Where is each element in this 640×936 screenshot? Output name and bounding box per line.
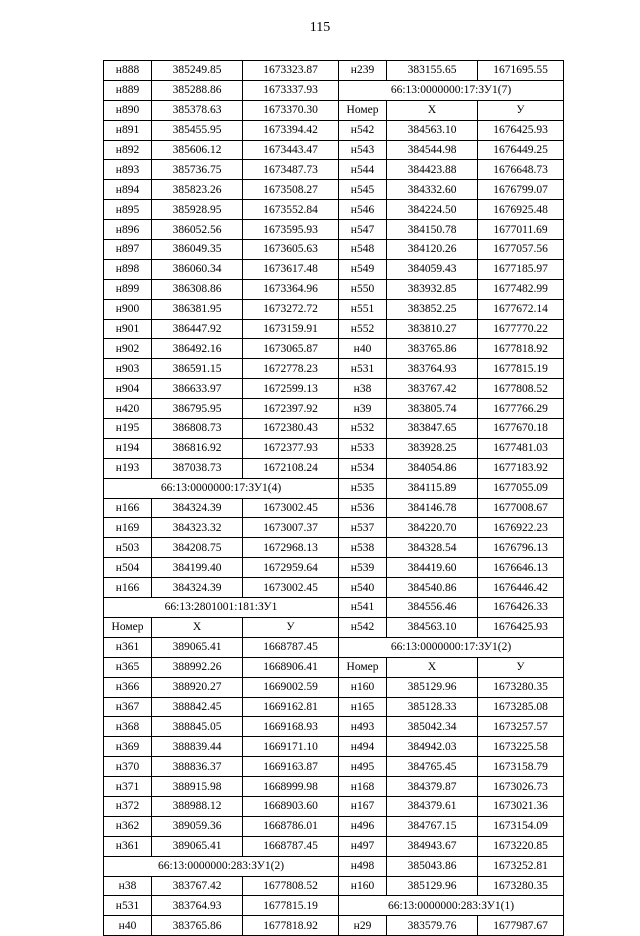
table-cell: н365 [104, 657, 152, 677]
table-cell: н551 [339, 299, 387, 319]
table-cell: 384767.15 [387, 816, 478, 836]
table-cell: 1673605.63 [243, 240, 339, 260]
table-cell: 1673002.45 [243, 578, 339, 598]
table-cell: 1677185.97 [478, 259, 564, 279]
table-cell: 383765.86 [152, 916, 243, 936]
table-cell: 1673552.84 [243, 200, 339, 220]
table-row [104, 299, 564, 319]
table-cell: н535 [339, 478, 387, 498]
table-cell: 384324.39 [152, 498, 243, 518]
table-cell: 383852.25 [387, 299, 478, 319]
table-cell: 384544.98 [387, 140, 478, 160]
table-cell: 1673394.42 [243, 120, 339, 140]
table-cell: н545 [339, 180, 387, 200]
table-cell: н362 [104, 816, 152, 836]
table-cell: 386808.73 [152, 419, 243, 439]
table-row [104, 279, 564, 299]
table-cell: 1669002.59 [243, 677, 339, 697]
table-cell: У [478, 100, 564, 120]
table-cell: X [152, 617, 243, 637]
table-cell: 386049.35 [152, 240, 243, 260]
table-cell: н542 [339, 120, 387, 140]
table-cell: X [387, 657, 478, 677]
table-cell: 1676925.48 [478, 200, 564, 220]
table-cell: 388992.26 [152, 657, 243, 677]
table-row [104, 916, 564, 936]
table-cell: 388988.12 [152, 796, 243, 816]
table-row [104, 876, 564, 896]
table-row [104, 140, 564, 160]
table-cell: 385043.86 [387, 856, 478, 876]
table-cell: н550 [339, 279, 387, 299]
table-cell: 1677057.56 [478, 240, 564, 260]
table-cell: н366 [104, 677, 152, 697]
table-cell: 385042.34 [387, 717, 478, 737]
table-cell: н504 [104, 558, 152, 578]
table-cell: 1673280.35 [478, 876, 564, 896]
table-cell: н195 [104, 419, 152, 439]
table-cell: н371 [104, 777, 152, 797]
table-cell: 1677818.92 [478, 339, 564, 359]
section-header-cell: 66:13:0000000:17:ЗУ1(4) [104, 478, 339, 498]
table-cell: н531 [104, 896, 152, 916]
table-cell: 1677766.29 [478, 399, 564, 419]
table-cell: 385129.96 [387, 677, 478, 697]
table-cell: 1673007.37 [243, 518, 339, 538]
table-cell: 1668999.98 [243, 777, 339, 797]
table-cell: 1676796.13 [478, 538, 564, 558]
table-cell: н372 [104, 796, 152, 816]
table-cell: 1672108.24 [243, 458, 339, 478]
table-cell: н496 [339, 816, 387, 836]
table-cell: 384943.67 [387, 836, 478, 856]
table-row [104, 598, 564, 618]
table-cell: н38 [104, 876, 152, 896]
table-row [104, 399, 564, 419]
table-cell: 386795.95 [152, 399, 243, 419]
table-cell: 388920.27 [152, 677, 243, 697]
table-row [104, 180, 564, 200]
table-cell: 1673252.81 [478, 856, 564, 876]
table-cell: 385288.86 [152, 80, 243, 100]
table-cell: 383155.65 [387, 61, 478, 81]
table-row [104, 220, 564, 240]
table-cell: 1673272.72 [243, 299, 339, 319]
table-cell: 384220.70 [387, 518, 478, 538]
table-cell: 1673370.30 [243, 100, 339, 120]
table-cell: 384332.60 [387, 180, 478, 200]
table-cell: 385823.26 [152, 180, 243, 200]
table-cell: 1672377.93 [243, 438, 339, 458]
table-row [104, 61, 564, 81]
table-cell: 1672778.23 [243, 359, 339, 379]
table-row [104, 160, 564, 180]
table-cell: 1673617.48 [243, 259, 339, 279]
table-cell: н544 [339, 160, 387, 180]
table-cell: 389065.41 [152, 637, 243, 657]
table-cell: 384556.46 [387, 598, 478, 618]
table-cell: 1677183.92 [478, 458, 564, 478]
table-cell: 1677011.69 [478, 220, 564, 240]
table-cell: 1677008.67 [478, 498, 564, 518]
table-cell: 386381.95 [152, 299, 243, 319]
table-cell: н40 [339, 339, 387, 359]
table-cell: н902 [104, 339, 152, 359]
table-cell: 386633.97 [152, 379, 243, 399]
table-cell: Номер [339, 100, 387, 120]
table-cell: н193 [104, 458, 152, 478]
table-cell: н898 [104, 259, 152, 279]
table-cell: н239 [339, 61, 387, 81]
table-cell: 1676425.93 [478, 617, 564, 637]
table-cell: 1676648.73 [478, 160, 564, 180]
table-cell: н546 [339, 200, 387, 220]
table-cell: н367 [104, 697, 152, 717]
table-cell: н899 [104, 279, 152, 299]
page-number: 115 [309, 20, 331, 35]
table-cell: 384423.88 [387, 160, 478, 180]
table-cell: 384199.40 [152, 558, 243, 578]
table-cell: 1677808.52 [243, 876, 339, 896]
table-cell: н900 [104, 299, 152, 319]
table-cell: 388915.98 [152, 777, 243, 797]
table-cell: 383764.93 [387, 359, 478, 379]
table-row [104, 757, 564, 777]
table-cell: 384150.78 [387, 220, 478, 240]
table-cell: 1677815.19 [478, 359, 564, 379]
table-cell: 386447.92 [152, 319, 243, 339]
table-cell: 1673337.93 [243, 80, 339, 100]
table-cell: 1676922.23 [478, 518, 564, 538]
table-cell: н38 [339, 379, 387, 399]
table-row [104, 856, 564, 876]
table-row [104, 737, 564, 757]
table-cell: 389065.41 [152, 836, 243, 856]
table-row [104, 438, 564, 458]
table-cell: н549 [339, 259, 387, 279]
table-cell: н891 [104, 120, 152, 140]
section-header-cell: 66:13:0000000:17:ЗУ1(2) [339, 637, 564, 657]
table-cell: 1673443.47 [243, 140, 339, 160]
table-cell: н160 [339, 876, 387, 896]
table-cell: н503 [104, 538, 152, 558]
table-cell: 387038.73 [152, 458, 243, 478]
table-cell: 1673280.35 [478, 677, 564, 697]
table-cell: 384120.26 [387, 240, 478, 260]
table-cell: н552 [339, 319, 387, 339]
table-cell: н420 [104, 399, 152, 419]
table-row [104, 637, 564, 657]
table-cell: н160 [339, 677, 387, 697]
table-cell: 1673508.27 [243, 180, 339, 200]
table-cell: 385606.12 [152, 140, 243, 160]
table-cell: н498 [339, 856, 387, 876]
table-cell: 388839.44 [152, 737, 243, 757]
table-cell: н897 [104, 240, 152, 260]
table-cell: 1677055.09 [478, 478, 564, 498]
table-cell: 388836.37 [152, 757, 243, 777]
table-row [104, 558, 564, 578]
table-cell: Номер [104, 617, 152, 637]
table-cell: 1677770.22 [478, 319, 564, 339]
table-cell: 384563.10 [387, 617, 478, 637]
table-cell: 384059.43 [387, 259, 478, 279]
table-cell: н901 [104, 319, 152, 339]
table-cell: 383764.93 [152, 896, 243, 916]
table-cell: 386308.86 [152, 279, 243, 299]
table-row [104, 498, 564, 518]
table-row [104, 100, 564, 120]
table-cell: н495 [339, 757, 387, 777]
table-row [104, 359, 564, 379]
table-cell: н167 [339, 796, 387, 816]
table-row [104, 617, 564, 637]
table-row [104, 717, 564, 737]
table-cell: н896 [104, 220, 152, 240]
table-cell: 1669162.81 [243, 697, 339, 717]
table-cell: 383847.65 [387, 419, 478, 439]
table-cell: 1672599.13 [243, 379, 339, 399]
table-cell: У [243, 617, 339, 637]
table-cell: н540 [339, 578, 387, 598]
table-cell: 385128.33 [387, 697, 478, 717]
table-cell: н903 [104, 359, 152, 379]
table-row [104, 836, 564, 856]
table-cell: н537 [339, 518, 387, 538]
table-cell: н165 [339, 697, 387, 717]
table-cell: н548 [339, 240, 387, 260]
table-cell: 1676426.33 [478, 598, 564, 618]
table-row [104, 816, 564, 836]
table-row [104, 657, 564, 677]
table-cell: 1673364.96 [243, 279, 339, 299]
table-cell: 386052.56 [152, 220, 243, 240]
table-cell: 1676425.93 [478, 120, 564, 140]
table-cell: 1672959.64 [243, 558, 339, 578]
table-cell: 383928.25 [387, 438, 478, 458]
table-cell: 388842.45 [152, 697, 243, 717]
table-cell: У [478, 657, 564, 677]
table-row [104, 200, 564, 220]
table-cell: 385249.85 [152, 61, 243, 81]
section-header-cell: 66:13:0000000:283:ЗУ1(2) [104, 856, 339, 876]
table-row [104, 339, 564, 359]
table-cell: 1673026.73 [478, 777, 564, 797]
table-cell: 1673257.57 [478, 717, 564, 737]
table-cell: 1673487.73 [243, 160, 339, 180]
table-cell: н166 [104, 578, 152, 598]
table-cell: 1676446.42 [478, 578, 564, 598]
table-cell: н166 [104, 498, 152, 518]
coordinates-table [103, 60, 564, 936]
table-cell: 384765.45 [387, 757, 478, 777]
table-cell: 1673323.87 [243, 61, 339, 81]
table-cell: н542 [339, 617, 387, 637]
table-cell: 1672397.92 [243, 399, 339, 419]
table-cell: 1668906.41 [243, 657, 339, 677]
table-cell: н361 [104, 637, 152, 657]
table-row [104, 777, 564, 797]
table-cell: 1669163.87 [243, 757, 339, 777]
table-cell: 1673065.87 [243, 339, 339, 359]
table-row [104, 677, 564, 697]
table-cell: 1673285.08 [478, 697, 564, 717]
table-cell: н539 [339, 558, 387, 578]
table-row [104, 419, 564, 439]
table-cell: н895 [104, 200, 152, 220]
table-cell: 384419.60 [387, 558, 478, 578]
table-row [104, 896, 564, 916]
table-cell: н494 [339, 737, 387, 757]
table-cell: н890 [104, 100, 152, 120]
table-cell: н893 [104, 160, 152, 180]
table-cell: 1677987.67 [478, 916, 564, 936]
table-cell: 1676799.07 [478, 180, 564, 200]
table-cell: 1669171.10 [243, 737, 339, 757]
table-cell: 386492.16 [152, 339, 243, 359]
table-cell: 385129.96 [387, 876, 478, 896]
table-cell: 1677670.18 [478, 419, 564, 439]
table-cell: 1677815.19 [243, 896, 339, 916]
table-cell: н534 [339, 458, 387, 478]
table-cell: 1677481.03 [478, 438, 564, 458]
table-cell: 1673002.45 [243, 498, 339, 518]
table-cell: н168 [339, 777, 387, 797]
table-cell: 1672968.13 [243, 538, 339, 558]
table-cell: н361 [104, 836, 152, 856]
table-cell: 383932.85 [387, 279, 478, 299]
table-row [104, 478, 564, 498]
table-cell: 384942.03 [387, 737, 478, 757]
table-row [104, 518, 564, 538]
table-cell: н541 [339, 598, 387, 618]
table-cell: 386060.34 [152, 259, 243, 279]
table-cell: Номер [339, 657, 387, 677]
table-cell: 384563.10 [387, 120, 478, 140]
coordinates-table-body [104, 61, 564, 936]
table-cell: 1669168.93 [243, 717, 339, 737]
table-cell: 1673595.93 [243, 220, 339, 240]
table-row [104, 259, 564, 279]
table-cell: н497 [339, 836, 387, 856]
table-cell: 1673154.09 [478, 816, 564, 836]
table-cell: н493 [339, 717, 387, 737]
table-cell: н543 [339, 140, 387, 160]
table-cell: н40 [104, 916, 152, 936]
table-cell: н536 [339, 498, 387, 518]
table-cell: 1677818.92 [243, 916, 339, 936]
section-header-cell: 66:13:0000000:17:ЗУ1(7) [339, 80, 564, 100]
table-cell: 384379.87 [387, 777, 478, 797]
table-cell: 1668786.01 [243, 816, 339, 836]
table-cell: 384379.61 [387, 796, 478, 816]
table-cell: 383767.42 [387, 379, 478, 399]
table-cell: 388845.05 [152, 717, 243, 737]
table-cell: 384146.78 [387, 498, 478, 518]
table-cell: 384323.32 [152, 518, 243, 538]
table-cell: 1668903.60 [243, 796, 339, 816]
table-cell: X [387, 100, 478, 120]
table-cell: н904 [104, 379, 152, 399]
table-cell: н894 [104, 180, 152, 200]
table-cell: н39 [339, 399, 387, 419]
table-cell: 383579.76 [387, 916, 478, 936]
table-cell: 385455.95 [152, 120, 243, 140]
table-row [104, 240, 564, 260]
table-cell: 1668787.45 [243, 637, 339, 657]
table-cell: н370 [104, 757, 152, 777]
table-cell: н892 [104, 140, 152, 160]
table-cell: 385928.95 [152, 200, 243, 220]
table-cell: н29 [339, 916, 387, 936]
table-cell: н888 [104, 61, 152, 81]
table-cell: 1677672.14 [478, 299, 564, 319]
table-row [104, 80, 564, 100]
table-cell: н194 [104, 438, 152, 458]
table-row [104, 578, 564, 598]
table-cell: 385378.63 [152, 100, 243, 120]
table-row [104, 120, 564, 140]
table-cell: 384115.89 [387, 478, 478, 498]
table-cell: н368 [104, 717, 152, 737]
table-cell: 1673021.36 [478, 796, 564, 816]
table-cell: 384540.86 [387, 578, 478, 598]
table-cell: 1668787.45 [243, 836, 339, 856]
table-cell: н533 [339, 438, 387, 458]
table-row [104, 697, 564, 717]
table-row [104, 379, 564, 399]
table-cell: н889 [104, 80, 152, 100]
section-header-cell: 66:13:2801001:181:ЗУ1 [104, 598, 339, 618]
table-cell: н547 [339, 220, 387, 240]
table-row [104, 458, 564, 478]
table-cell: 1673158.79 [478, 757, 564, 777]
table-cell: 384324.39 [152, 578, 243, 598]
table-cell: 384054.86 [387, 458, 478, 478]
table-row [104, 538, 564, 558]
table-cell: 389059.36 [152, 816, 243, 836]
table-cell: н369 [104, 737, 152, 757]
table-cell: 1677808.52 [478, 379, 564, 399]
table-cell: н169 [104, 518, 152, 538]
table-row [104, 796, 564, 816]
table-cell: 384328.54 [387, 538, 478, 558]
table-row [104, 319, 564, 339]
table-cell: 386591.15 [152, 359, 243, 379]
table-cell: н531 [339, 359, 387, 379]
table-cell: 1671695.55 [478, 61, 564, 81]
table-cell: 1677482.99 [478, 279, 564, 299]
table-cell: 384208.75 [152, 538, 243, 558]
table-cell: 386816.92 [152, 438, 243, 458]
table-cell: 383767.42 [152, 876, 243, 896]
table-cell: 383810.27 [387, 319, 478, 339]
table-cell: 1676449.25 [478, 140, 564, 160]
table-cell: 385736.75 [152, 160, 243, 180]
table-cell: 383805.74 [387, 399, 478, 419]
table-cell: 1672380.43 [243, 419, 339, 439]
table-cell: 1676646.13 [478, 558, 564, 578]
table-cell: 1673220.85 [478, 836, 564, 856]
table-cell: н538 [339, 538, 387, 558]
table-cell: 383765.86 [387, 339, 478, 359]
table-cell: 1673159.91 [243, 319, 339, 339]
table-cell: 384224.50 [387, 200, 478, 220]
section-header-cell: 66:13:0000000:283:ЗУ1(1) [339, 896, 564, 916]
table-cell: 1673225.58 [478, 737, 564, 757]
table-cell: н532 [339, 419, 387, 439]
